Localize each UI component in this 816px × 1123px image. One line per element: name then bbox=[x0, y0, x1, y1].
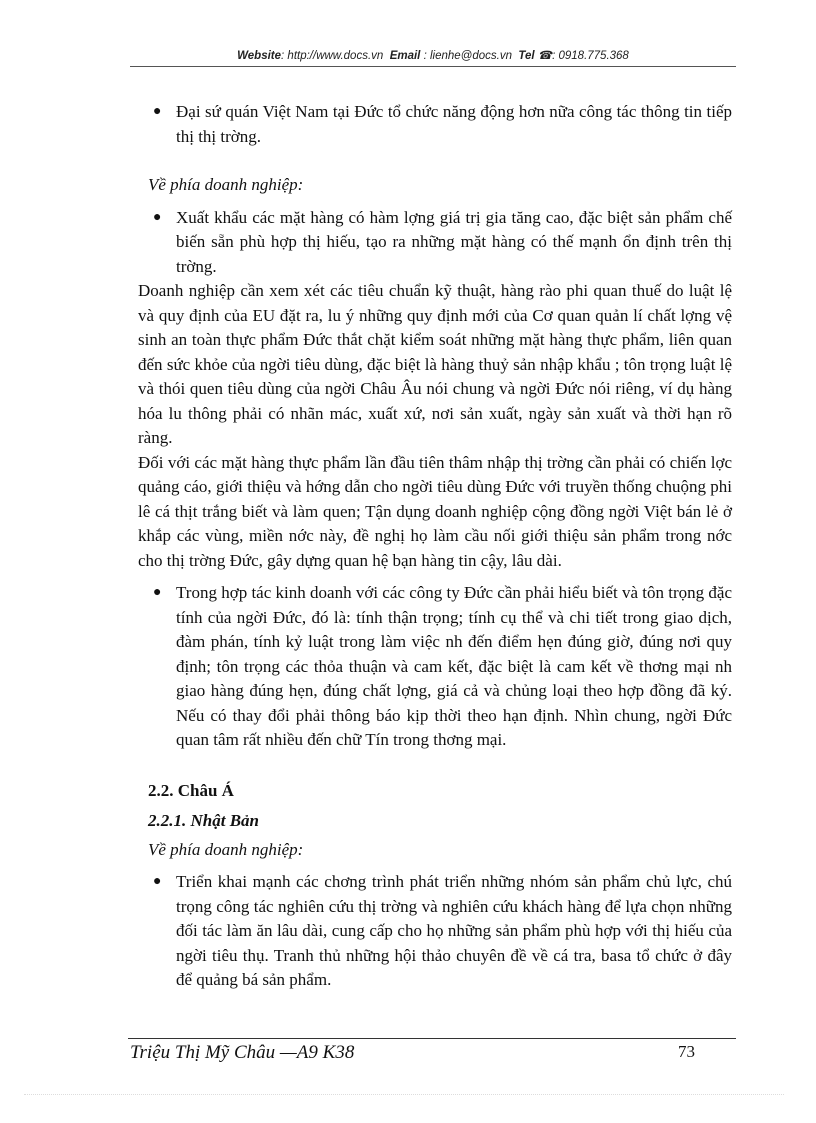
email-value[interactable]: : lienhe@docs.vn bbox=[423, 50, 512, 62]
bullet-item bbox=[148, 100, 732, 149]
page-header bbox=[130, 48, 736, 62]
tel-value: : 0918.775.368 bbox=[552, 50, 629, 62]
bullet-icon: ● bbox=[153, 104, 162, 119]
subsection-title: 2.2.1. Nhật Bản bbox=[148, 811, 259, 830]
document-body bbox=[138, 100, 732, 993]
paragraph: Đối với các mặt hàng thực phẩm lần đầu tiên thâm nhập thị trờng cần phải có chiến lợc quảng cáo, giới thiệu và hớng dẫn cho ngời tiêu dùng Đức với truyền thống chuộng phi lê cá thịt trắng biết và làm quen; Tận dụng doanh nghiệp cộng đồng ngời Việt bán lẻ ở khắp các vùng, miền nớc này, đề nghị họ làm cầu nối giới thiệu sản phẩm trong nớc cho thị trờng Đức, gây dựng quan hệ bạn hàng tin cậy, lâu dài. bbox=[138, 452, 732, 570]
bullet-item bbox=[148, 870, 732, 993]
header-divider bbox=[130, 66, 736, 67]
bullet-icon: ● bbox=[153, 585, 162, 600]
bullet-item bbox=[148, 206, 732, 280]
bullet-text: Đại sứ quán Việt Nam tại Đức tổ chức năng động hơn nữa công tác thông tin tiếp thị thị trờng. bbox=[176, 102, 732, 146]
page-number: 73 bbox=[678, 1042, 695, 1061]
page-edge bbox=[24, 1094, 784, 1095]
email-label: Email bbox=[389, 50, 421, 62]
paragraph: Doanh nghiệp cần xem xét các tiêu chuẩn kỹ thuật, hàng rào phi quan thuế do luật lệ và quy định của EU đặt ra, lu ý những quy định mới của Cơ quan quản lí chất lợng vệ sinh an toàn thực phẩm Đức thắt chặt kiểm soát những mặt hàng thực phẩm, liên quan đến sức khỏe của ngời tiêu dùng, đặc biệt là hàng thuỷ sản nhập khẩu ; tôn trọng luật lệ và thói quen tiêu dùng của ngời Châu Âu nói chung và ngời Đức nói riêng, ví dụ hàng hóa lu thông phải có nhãn mác, xuất xứ, nơi sản xuất, ngày sản xuất và thời hạn rõ ràng. bbox=[138, 281, 732, 447]
business-heading: Về phía doanh nghiệp: bbox=[148, 839, 304, 859]
website-url[interactable]: : http://www.docs.vn bbox=[281, 50, 384, 62]
bullet-icon: ● bbox=[153, 874, 162, 889]
business-heading: Về phía doanh nghiệp: bbox=[148, 175, 304, 194]
footer-divider bbox=[128, 1038, 736, 1039]
phone-icon: ☎ bbox=[537, 50, 553, 62]
bullet-text: Triển khai mạnh các chơng trình phát triển những nhóm sản phẩm chủ lực, chú trọng công tác nghiên cứu thị trờng và nghiên cứu khách hàng để lựa chọn những đối tác làm ăn lâu dài, cung cấp cho họ những sản phẩm phù hợp với thị hiếu của ngời tiêu thụ. Tranh thủ những hội thảo chuyên đề về cá tra, basa tổ chức ở đây để quảng bá sản phẩm. bbox=[176, 872, 732, 989]
footer-author: Triệu Thị Mỹ Châu —A9 K38 bbox=[130, 1042, 355, 1063]
bullet-text: Trong hợp tác kinh doanh với các công ty Đức cần phải hiểu biết và tôn trọng đặc tính của ngời Đức, đó là: tính thận trọng; tính cụ thể và chi tiết trong giao dịch, đàm phán, tính kỷ luật trong làm việc nh đến điểm hẹn đúng giờ, đúng nơi quy định; tôn trọng các thỏa thuận và cam kết, đặc biệt là cam kết về thơng mại nh giao hàng đúng hẹn, đúng chất lợng, giá cả và chủng loại theo hợp đồng đã ký. Nếu có thay đổi phải thông báo kịp thời theo hạn định. Nhìn chung, ngời Đức quan tâm rất nhiều đến chữ Tín trong thơng mại. bbox=[176, 583, 732, 749]
bullet-text: Xuất khẩu các mặt hàng có hàm lợng giá trị gia tăng cao, đặc biệt sản phẩm chế biến sẵn phù hợp thị hiếu, tạo ra những mặt hàng có thế mạnh ổn định trên thị trờng. bbox=[176, 207, 732, 276]
section-title: 2.2. Châu Á bbox=[148, 780, 234, 800]
bullet-icon: ● bbox=[153, 209, 162, 225]
tel-label: Tel bbox=[518, 50, 535, 62]
website-label: Website bbox=[237, 50, 282, 62]
bullet-item bbox=[148, 581, 732, 753]
